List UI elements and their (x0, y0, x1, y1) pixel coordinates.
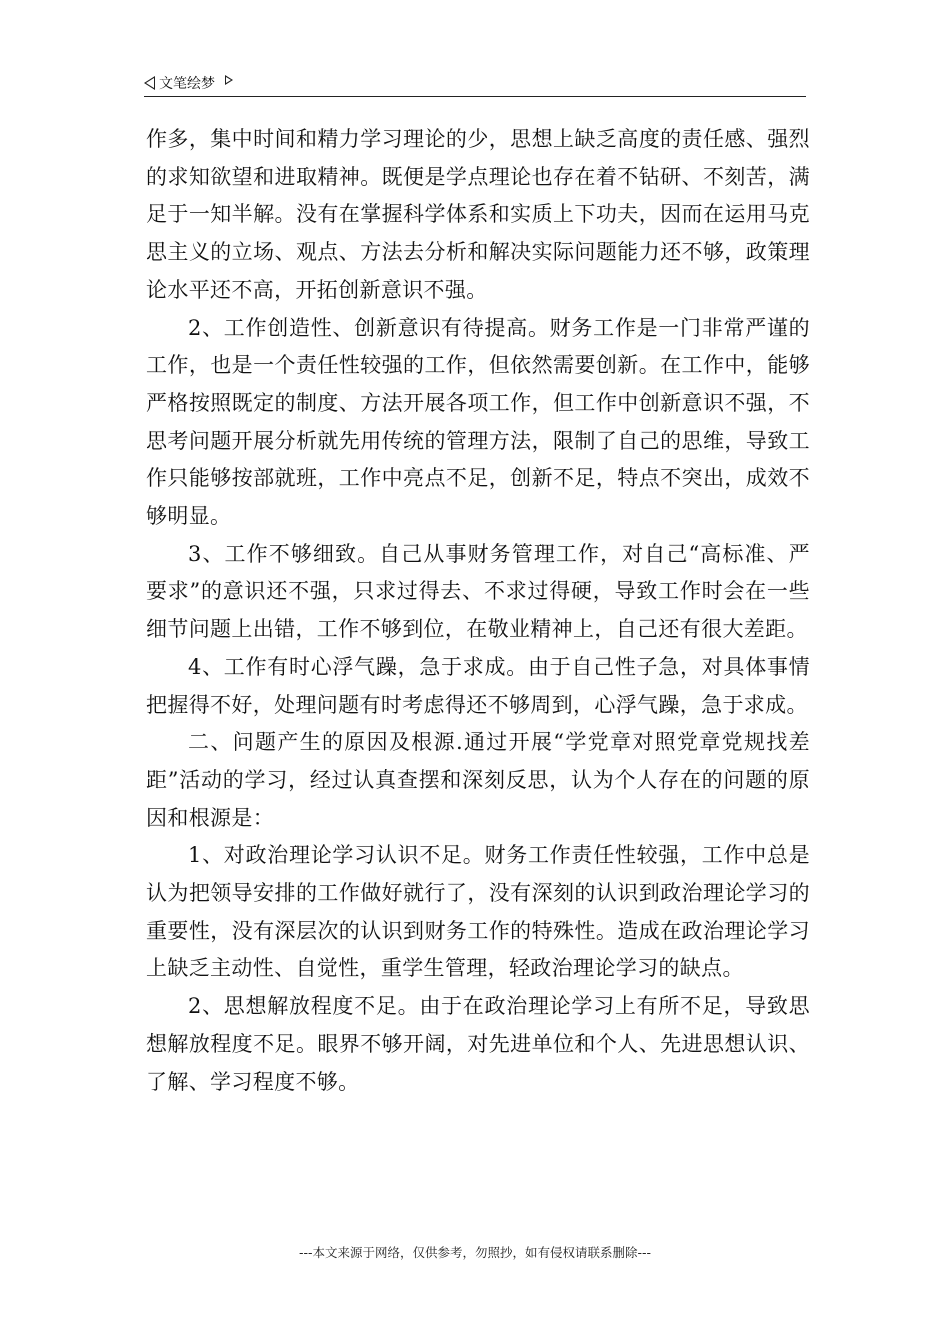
paragraph-4: 4、工作有时心浮气躁，急于求成。由于自己性子急，对具体事情把握得不好，处理问题有时考虑得还不够周到，心浮气躁，急于求成。 (146, 654, 810, 717)
paragraph-5: 二、问题产生的原因及根源.通过开展“学党章对照党章党规找差距”活动的学习，经过认真查摆和深刻反思，认为个人存在的问题的原因和根源是： (146, 730, 810, 830)
triangle-left-icon (144, 76, 155, 90)
header-logo (144, 73, 233, 93)
paragraph-6: 1、对政治理论学习认识不足。财务工作责任性较强，工作中总是认为把领导安排的工作做好就行了，没有深刻的认识到政治理论学习的重要性，没有深层次的认识到财务工作的特殊性。造成在政治理论学习上缺乏主动性、自觉性，重学生管理，轻政治理论学习的缺点。 (146, 843, 810, 981)
page-header (144, 70, 806, 97)
header-logo-text: 文笔绘梦 (159, 76, 215, 92)
page-footer: ---本文来源于网络，仅供参考，勿照抄，如有侵权请联系删除--- (298, 1245, 652, 1260)
document-body (146, 121, 810, 1101)
triangle-right-icon (225, 75, 233, 85)
paragraph-1: 作多，集中时间和精力学习理论的少，思想上缺乏高度的责任感、强烈的求知欲望和进取精神。既便是学点理论也存在着不钻研、不刻苦，满足于一知半解。没有在掌握科学体系和实质上下功夫，因而在运用马克思主义的立场、观点、方法去分析和解决实际问题能力还不够，政策理论水平还不高，开拓创新意识不强。 (146, 127, 810, 302)
paragraph-7: 2、思想解放程度不足。由于在政治理论学习上有所不足，导致思想解放程度不足。眼界不够开阔，对先进单位和个人、先进思想认识、了解、学习程度不够。 (146, 994, 810, 1094)
paragraph-3: 3、工作不够细致。自己从事财务管理工作，对自己“高标准、严要求”的意识还不强，只求过得去、不求过得硬，导致工作时会在一些细节问题上出错，工作不够到位，在敬业精神上，自己还有很大差距。 (146, 541, 810, 642)
paragraph-2: 2、工作创造性、创新意识有待提高。财务工作是一门非常严谨的工作，也是一个责任性较强的工作，但依然需要创新。在工作中，能够严格按照既定的制度、方法开展各项工作，但工作中创新意识不强，不思考问题开展分析就先用传统的管理方法，限制了自己的思维，导致工作只能够按部就班，工作中亮点不足，创新不足，特点不突出，成效不够明显。 (146, 315, 810, 529)
